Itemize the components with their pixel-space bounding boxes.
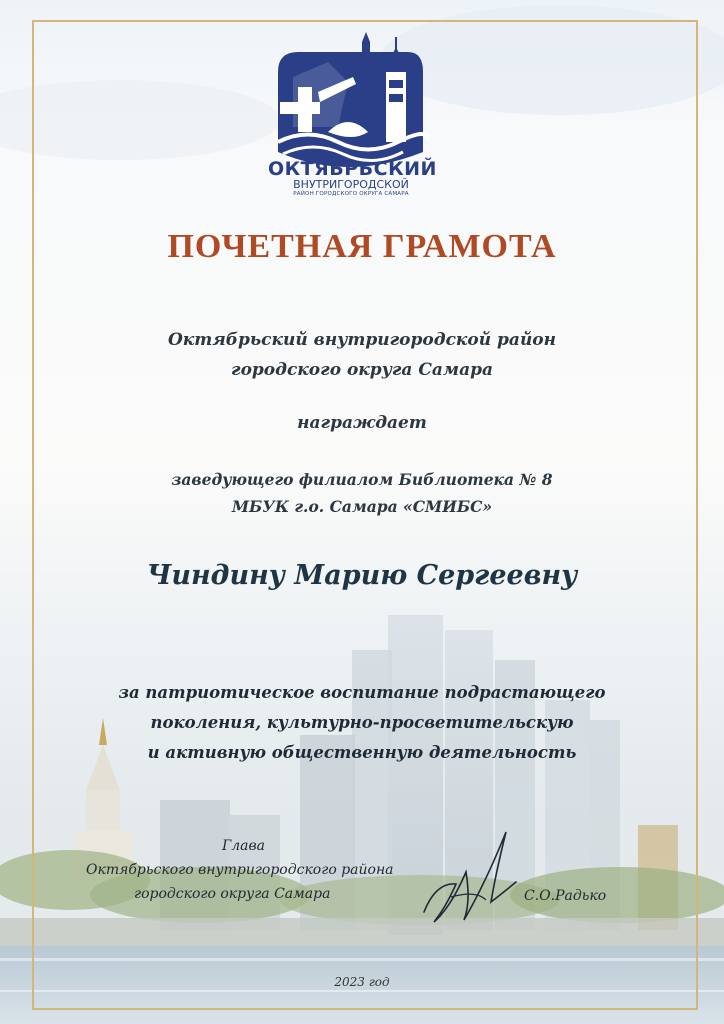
signatory-role-1: Глава	[222, 838, 266, 854]
logo-text-small: РАЙОН ГОРОДСКОГО ОКРУГА САМАРА	[293, 191, 409, 197]
logo-text-main: ОКТЯБРЬСКИЙ	[268, 158, 437, 180]
reason-line-3: и активную общественную деятельность	[147, 743, 577, 762]
position-line-2: МБУК г.о. Самара «СМИБС»	[231, 497, 493, 516]
signatory-role-3: городского округа Самара	[134, 886, 331, 902]
position-line-1: заведующего филиалом Библиотека № 8	[171, 470, 553, 489]
signatory-name: С.О.Радько	[524, 888, 607, 904]
logo-text-sub: ВНУТРИГОРОДСКОЙ	[293, 178, 409, 191]
signatory-role-2: Октябрьского внутригородского района	[86, 862, 394, 878]
issuer-line-1: Октябрьский внутригородской район	[167, 330, 557, 350]
issuer-line-2: городского округа Самара	[231, 360, 493, 380]
certificate-title: ПОЧЕТНАЯ ГРАМОТА	[167, 228, 557, 265]
recipient-name: Чиндину Марию Сергеевну	[146, 560, 578, 591]
reason-line-2: поколения, культурно-просветительскую	[150, 713, 574, 732]
certificate-year: 2023 год	[334, 975, 390, 989]
handwritten-signature	[416, 812, 526, 932]
reason-line-1: за патриотическое воспитание подрастающего	[118, 683, 606, 702]
award-action: награждает	[297, 413, 427, 433]
